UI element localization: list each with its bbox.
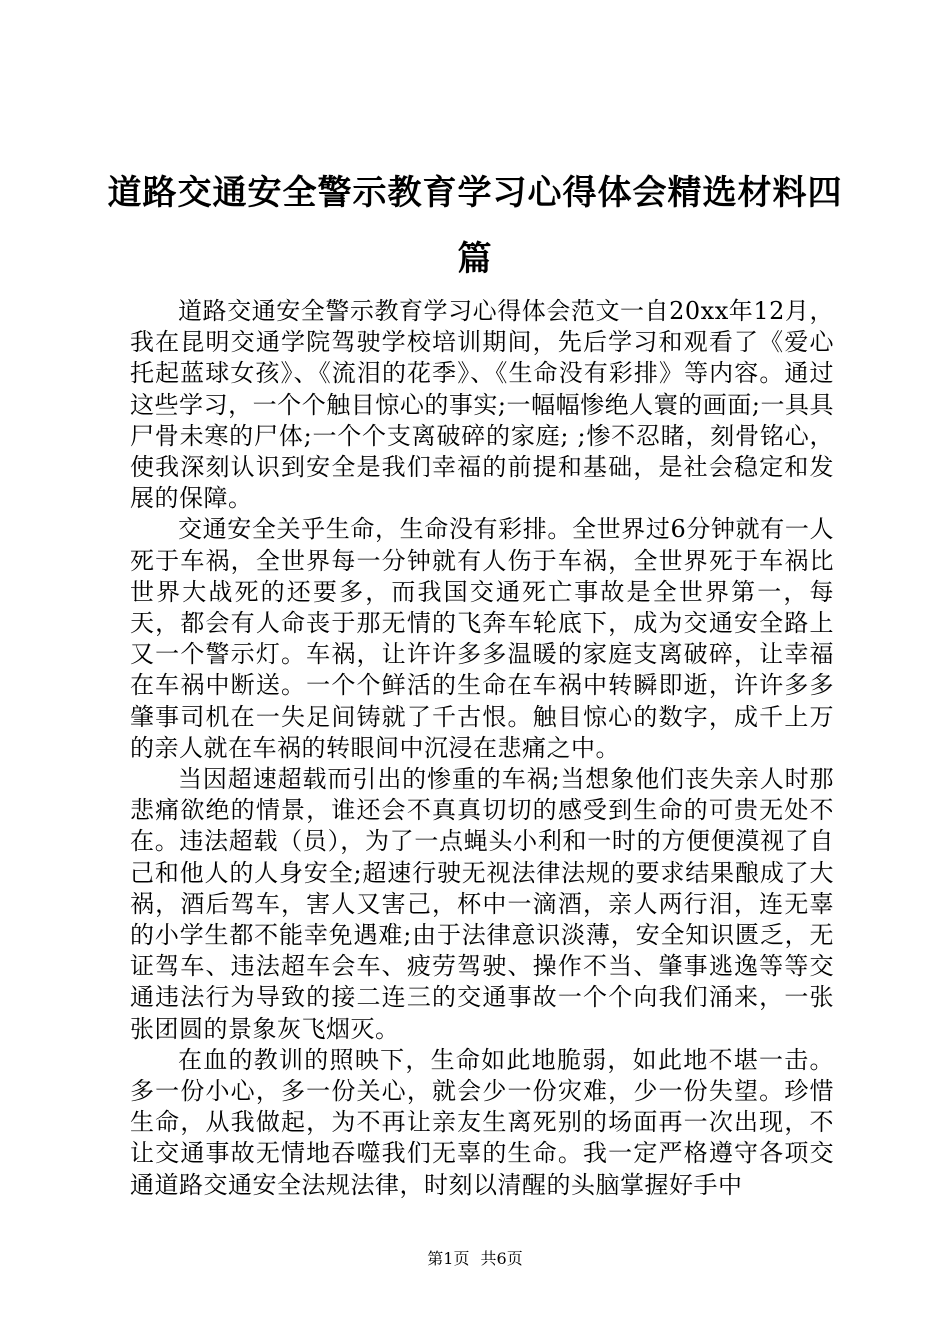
document-body xyxy=(130,296,834,1201)
page-number: 第1页 xyxy=(427,1249,470,1268)
paragraph-4: 在血的教训的照映下，生命如此地脆弱，如此地不堪一击。多一份小心，多一份关心，就会少一份灾难，少一份失望。珍惜生命，从我做起，为不再让亲友生离死别的场面再一次出现，不让交通事故无情地吞噬我们无辜的生命。我一定严格遵守各项交通道路交通安全法规法律，时刻以清醒的头脑掌握好手中 xyxy=(130,1045,834,1199)
document-title: 道路交通安全警示教育学习心得体会精选材料四篇 xyxy=(107,173,843,279)
page-total: 共6页 xyxy=(480,1249,523,1268)
page-footer xyxy=(0,1248,950,1270)
paragraph-1: 道路交通安全警示教育学习心得体会范文一自20xx年12月，我在昆明交通学院驾驶学校培训期间，先后学习和观看了《爱心托起蓝球女孩》、《流泪的花季》、《生命没有彩排》等内容。通过这些学习，一个个触目惊心的事实;一幅幅惨绝人寰的画面;一具具尸骨未寒的尸体;一个个支离破碎的家庭; ;惨不忍睹，刻骨铭心，使我深刻认识到安全是我们幸福的前提和基础，是社会稳定和发展的保障。 xyxy=(130,297,834,513)
paragraph-3: 当因超速超载而引出的惨重的车祸;当想象他们丧失亲人时那悲痛欲绝的情景，谁还会不真真切切的感受到生命的可贵无处不在。违法超载（员），为了一点蝇头小利和一时的方便便漠视了自己和他人的人身安全;超速行驶无视法律法规的要求结果酿成了大祸，酒后驾车，害人又害己，杯中一滴酒，亲人两行泪，连无辜的小学生都不能幸免遇难;由于法律意识淡薄，安全知识匮乏，无证驾车、违法超车会车、疲劳驾驶、操作不当、肇事逃逸等等交通违法行为导致的接二连三的交通事故一个个向我们涌来，一张张团圆的景象灰飞烟灭。 xyxy=(130,765,834,1043)
paragraph-2: 交通安全关乎生命，生命没有彩排。全世界过6分钟就有一人死于车祸，全世界每一分钟就有人伤于车祸，全世界死于车祸比世界大战死的还要多，而我国交通死亡事故是全世界第一，每天，都会有人命丧于那无情的飞奔车轮底下，成为交通安全路上又一个警示灯。车祸，让许许多多温暖的家庭支离破碎，让幸福在车祸中断送。一个个鲜活的生命在车祸中转瞬即逝，许许多多肇事司机在一失足间铸就了千古恨。触目惊心的数字，成千上万的亲人就在车祸的转眼间中沉浸在悲痛之中。 xyxy=(130,515,834,762)
